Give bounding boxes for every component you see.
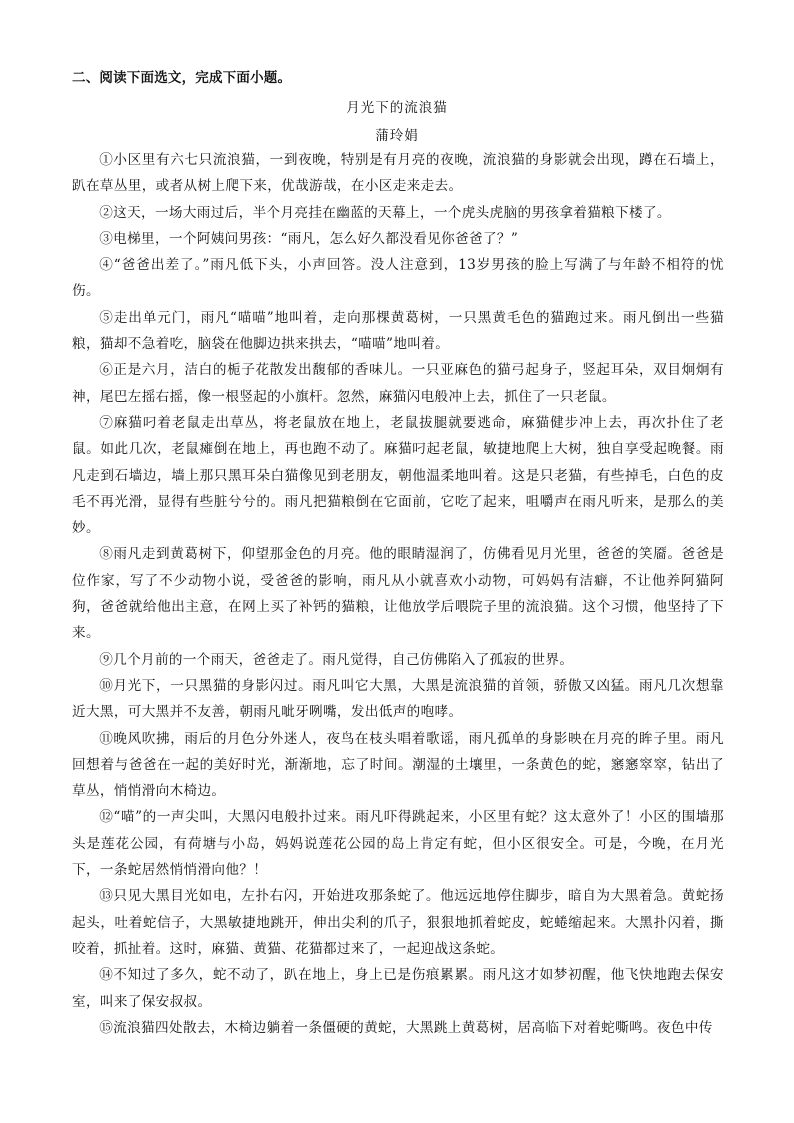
paragraph-11: ⑪晚风吹拂，雨后的月色分外迷人，夜鸟在枝头唱着歌谣，雨凡孤单的身影映在月亮的眸子里。雨凡回想着与爸爸在一起的美好时光，渐渐地，忘了时间。潮湿的土壤里，一条黄色的蛇，窸窸窣窣，钻出了草丛，悄悄滑向木椅边。 <box>72 730 724 800</box>
paragraph-15: ⑮流浪猫四处散去，木椅边躺着一条僵硬的黄蛇，大黑跳上黄葛树，居高临下对着蛇嘶鸣。夜色中传 <box>99 1019 713 1036</box>
article-body <box>72 147 724 1041</box>
paragraph-4: ④“爸爸出差了。”雨凡低下头，小声回答。没人注意到，13岁男孩的脸上写满了与年龄不相符的忧伤。 <box>72 257 724 300</box>
paragraph-8: ⑧雨凡走到黄葛树下，仰望那金色的月亮。他的眼睛湿润了，仿佛看见月光里，爸爸的笑靥。爸爸是位作家，写了不少动物小说，受爸爸的影响，雨凡从小就喜欢小动物，可妈妈有洁癖，不让他养阿猫阿狗，爸爸就给他出主意，在网上买了补钙的猫粮，让他放学后喂院子里的流浪猫。这个习惯，他坚持了下来。 <box>72 546 724 642</box>
paragraph-5: ⑤走出单元门，雨凡“喵喵”地叫着，走向那棵黄葛树，一只黑黄毛色的猫跑过来。雨凡倒出一些猫粮，猫却不急着吃，脑袋在他脚边拱来拱去，“喵喵”地叫着。 <box>72 309 724 353</box>
paragraph-3: ③电梯里，一个阿姨问男孩：“雨凡，怎么好久都没看见你爸爸了？” <box>99 230 519 247</box>
paragraph-13: ⑬只见大黑目光如电，左扑右闪，开始进攻那条蛇了。他远远地停住脚步，暗自为大黑着急。黄蛇扬起头，吐着蛇信子，大黑敏捷地跳开，伸出尖利的爪子，狠狠地抓着蛇皮，蛇蜷缩起来。大黑扑闪着，撕咬着，抓扯着。这时，麻猫、黄猫、花猫都过来了，一起迎战这条蛇。 <box>72 888 724 957</box>
paragraph-9: ⑨几个月前的一个雨天，爸爸走了。雨凡觉得，自己仿佛陷入了孤寂的世界。 <box>99 651 574 668</box>
paragraph-2: ②这天，一场大雨过后，半个月亮挂在幽蓝的天幕上，一个虎头虎脑的男孩拿着猫粮下楼了。 <box>99 204 671 221</box>
article-author: 蒲玲娟 <box>375 128 419 144</box>
paragraph-7: ⑦麻猫叼着老鼠走出草丛，将老鼠放在地上，老鼠拔腿就要逃命，麻猫健步冲上去，再次扑住了老鼠。如此几次，老鼠瘫倒在地上，再也跑不动了。麻猫叼起老鼠，敏捷地爬上大树，独自享受起晚餐。雨凡走到石墙边，墙上那只黑耳朵白猫像见到老朋友，朝他温柔地叫着。这是只老猫，有些掉毛，白色的皮毛不再光滑，显得有些脏兮兮的。雨凡把猫粮倒在它面前，它吃了起来，咀嚼声在雨凡听来，是那么的美妙。 <box>72 414 724 537</box>
paragraph-1: ①小区里有六七只流浪猫，一到夜晚，特别是有月亮的夜晚，流浪猫的身影就会出现，蹲在石墙上，趴在草丛里，或者从树上爬下来，优哉游哉，在小区走来走去。 <box>72 152 724 195</box>
paragraph-6: ⑥正是六月，洁白的栀子花散发出馥郁的香味儿。一只亚麻色的猫弓起身子，竖起耳朵，双目炯炯有神，尾巴左摇右摇，像一根竖起的小旗杆。忽然，麻猫闪电般冲上去，抓住了一只老鼠。 <box>72 362 724 405</box>
paragraph-14: ⑭不知过了多久，蛇不动了，趴在地上，身上已是伤痕累累。雨凡这才如梦初醒，他飞快地跑去保安室，叫来了保安叔叔。 <box>72 967 724 1010</box>
paragraph-12: ⑫“喵”的一声尖叫，大黑闪电般扑过来。雨凡吓得跳起来，小区里有蛇？这太意外了！小区的围墙那头是莲花公园，有荷塘与小岛，妈妈说莲花公园的岛上肯定有蛇，但小区很安全。可是，今晚，在月光下，一条蛇居然悄悄滑向他？！ <box>72 809 724 879</box>
article-title: 月光下的流浪猫 <box>346 100 448 116</box>
section-heading: 二、阅读下面选文，完成下面小题。 <box>72 70 292 86</box>
paragraph-10: ⑩月光下，一只黑猫的身影闪过。雨凡叫它大黑，大黑是流浪猫的首领，骄傲又凶猛。雨凡几次想靠近大黑，可大黑并不友善，朝雨凡呲牙咧嘴，发出低声的咆哮。 <box>72 677 724 721</box>
